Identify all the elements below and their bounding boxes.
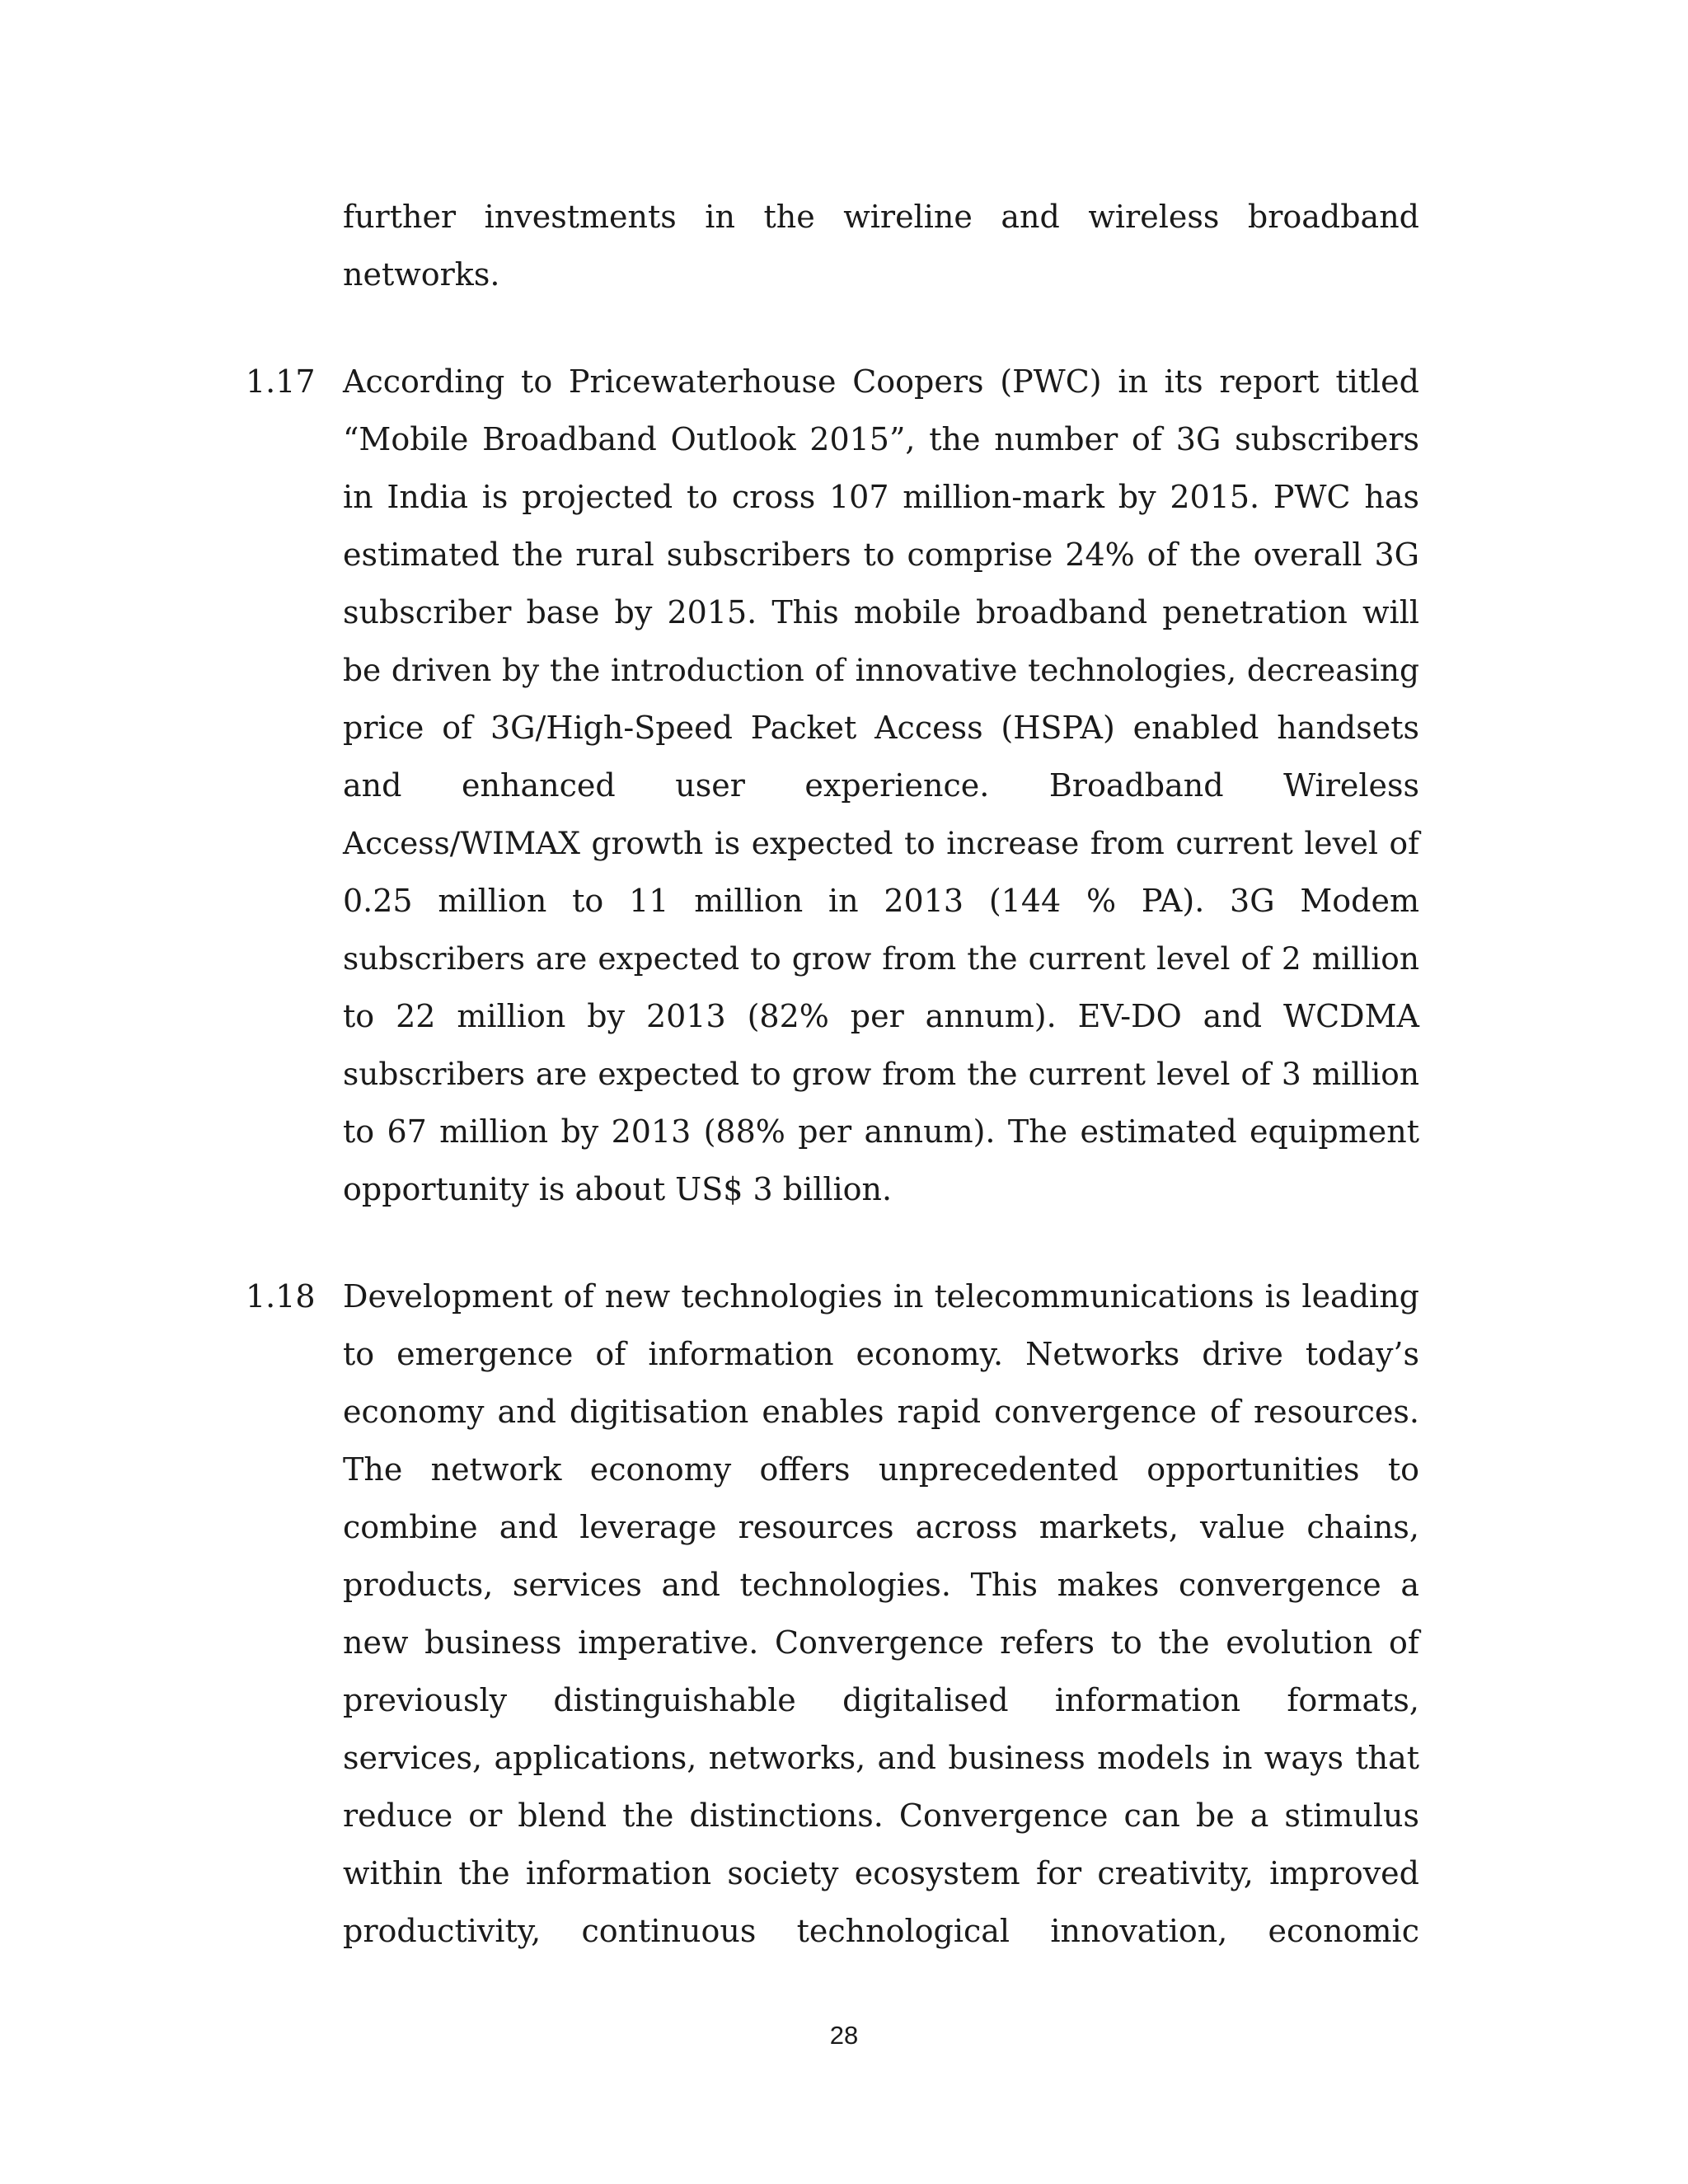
paragraph-line: and enhanced user experience. Broadband Wireless — [343, 767, 1419, 804]
paragraph-line: reduce or blend the distinctions. Convergence can be a stimulus — [343, 1797, 1419, 1834]
paragraph-number: 1.18 — [246, 1278, 316, 1315]
paragraph-line: economy and digitisation enables rapid convergence of resources. — [343, 1394, 1419, 1430]
paragraph-line: price of 3G/High-Speed Packet Access (HSPA) enabled handsets — [343, 710, 1419, 746]
paragraph-line: previously distinguishable digitalised information formats, — [343, 1682, 1419, 1718]
page-number: 28 — [829, 2021, 859, 2050]
paragraph-line: within the information society ecosystem for creativity, improved — [343, 1855, 1419, 1891]
continuation-line: networks. — [343, 256, 500, 293]
paragraph-line: subscriber base by 2015. This mobile broadband penetration will — [343, 594, 1419, 630]
paragraph-line: opportunity is about US$ 3 billion. — [343, 1171, 893, 1207]
continuation-line: further investments in the wireline and wireless broadband — [343, 199, 1419, 235]
paragraph-line: “Mobile Broadband Outlook 2015”, the number of 3G subscribers — [343, 421, 1419, 457]
paragraph-line: subscribers are expected to grow from the current level of 3 million — [343, 1056, 1419, 1092]
paragraph-line: estimated the rural subscribers to comprise 24% of the overall 3G — [343, 537, 1419, 573]
paragraph-line: products, services and technologies. This makes convergence a — [343, 1567, 1419, 1603]
paragraph-line: in India is projected to cross 107 million-mark by 2015. PWC has — [343, 479, 1419, 515]
paragraph-line: new business imperative. Convergence refers to the evolution of — [343, 1624, 1419, 1661]
paragraph-line: The network economy offers unprecedented opportunities to — [343, 1451, 1419, 1488]
paragraph-line: to 22 million by 2013 (82% per annum). EV-DO and WCDMA — [343, 998, 1419, 1034]
paragraph-line: subscribers are expected to grow from the current level of 2 million — [343, 940, 1419, 977]
paragraph-line: to emergence of information economy. Networks drive today’s — [343, 1336, 1419, 1372]
paragraph-line: Development of new technologies in telecommunications is leading — [343, 1278, 1419, 1315]
paragraph-line: combine and leverage resources across markets, value chains, — [343, 1509, 1419, 1545]
paragraph-number: 1.17 — [246, 363, 316, 400]
paragraph-line: services, applications, networks, and business models in ways that — [343, 1740, 1419, 1776]
paragraph-line: productivity, continuous technological innovation, economic — [343, 1913, 1419, 1949]
paragraph-line: be driven by the introduction of innovative technologies, decreasing — [343, 652, 1419, 688]
paragraph-line: 0.25 million to 11 million in 2013 (144 % PA). 3G Modem — [343, 883, 1419, 919]
paragraph-line: Access/WIMAX growth is expected to increase from current level of — [343, 825, 1419, 861]
paragraph-line: to 67 million by 2013 (88% per annum). The estimated equipment — [343, 1113, 1419, 1150]
paragraph-line: According to Pricewaterhouse Coopers (PWC) in its report titled — [343, 363, 1419, 400]
